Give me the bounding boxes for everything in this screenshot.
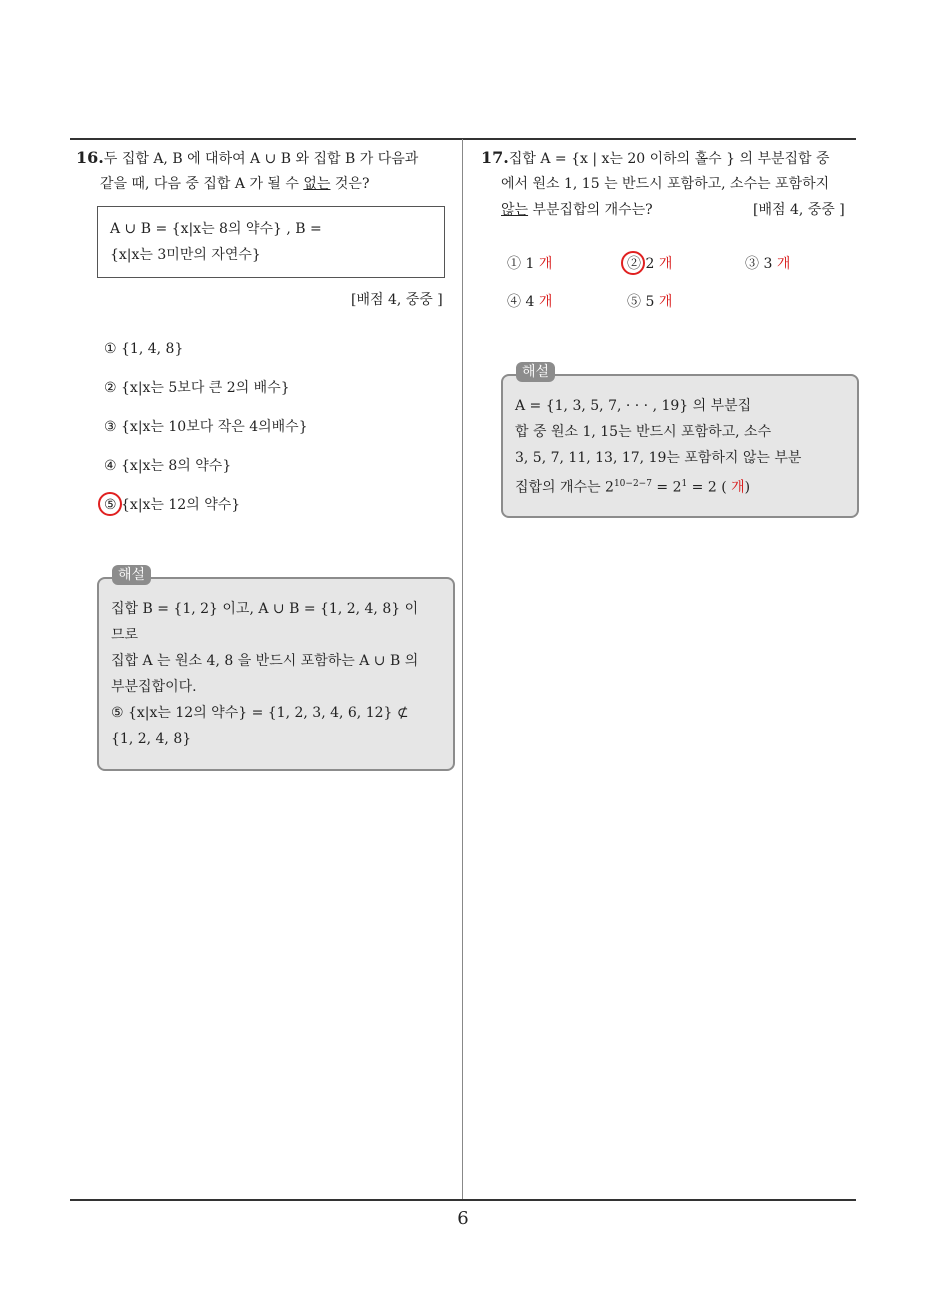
q17-number: 17. (481, 148, 509, 167)
bottom-rule (70, 1199, 856, 1201)
choice-text: {x|x는 8의 약수} (121, 458, 232, 474)
q16-sol-line1: 집합 B = {1, 2} 이고, A ∪ B = {1, 2, 4, 8} 이 (111, 601, 419, 617)
choice-unit: 개 (776, 256, 791, 272)
column-divider (462, 139, 463, 1200)
q16-stem-line2 (100, 174, 369, 194)
choice-unit: 개 (658, 294, 673, 310)
q16-sol-line6: {1, 2, 4, 8} (111, 731, 192, 747)
q17-meta: [배점 4, 중중 ] (753, 202, 845, 218)
top-rule (70, 138, 856, 140)
q16-choice-4[interactable] (104, 456, 231, 476)
choice-unit: 개 (658, 256, 673, 272)
q16-stem-text1: 두 집합 A, B 에 대하여 A ∪ B 와 집합 B 가 다음과 (103, 151, 419, 167)
choice-text: {1, 4, 8} (121, 341, 184, 357)
choice-mark: ④ (507, 294, 521, 310)
answer-circle-mark (98, 492, 122, 516)
q16-box-line1: A ∪ B = {x|x는 8의 약수} , B = (110, 221, 322, 237)
q17-stem-text3b: 부분집합의 개수는? (528, 202, 653, 218)
q17-choice-1[interactable] (507, 254, 552, 274)
q17-sol-line2: 합 중 원소 1, 15는 반드시 포함하고, 소수 (515, 424, 772, 440)
choice-text: {x|x는 10보다 작은 4의배수} (121, 419, 308, 435)
choice-num: 1 (525, 256, 535, 272)
choice-mark: ③ (745, 256, 759, 272)
q16-sol-line5: ⑤ {x|x는 12의 약수} = {1, 2, 3, 4, 6, 12} ⊄ (111, 705, 409, 721)
choice-mark: ② (104, 380, 117, 396)
q16-choice-3[interactable] (104, 417, 308, 437)
choice-mark: ④ (104, 458, 117, 474)
q16-sol-line4: 부분집합이다. (111, 679, 197, 695)
choice-num: 5 (645, 294, 655, 310)
sol-text: = 2 ( (687, 479, 732, 496)
choice-mark: ① (507, 256, 521, 272)
q17-stem-underlined: 않는 (501, 202, 529, 218)
q16-stem-underlined: 없는 (303, 176, 331, 192)
choice-mark: ② (627, 256, 641, 272)
choice-text: {x|x는 12의 약수} (121, 497, 241, 513)
choice-unit: 개 (538, 294, 553, 310)
q16-choice-5[interactable] (104, 495, 240, 515)
page-number: 6 (457, 1208, 469, 1229)
choice-mark: ③ (104, 419, 117, 435)
choice-num: 3 (763, 256, 773, 272)
q16-choice-1[interactable] (104, 339, 183, 359)
q17-choice-5[interactable] (627, 292, 672, 312)
q17-sol-line4 (515, 474, 750, 498)
sol-text: ) (744, 479, 751, 496)
q17-sol-line1: A = {1, 3, 5, 7, · · · , 19} 의 부분집 (515, 398, 752, 414)
choice-num: 4 (525, 294, 535, 310)
q16-box-line2: {x|x는 3미만의 자연수} (110, 247, 261, 263)
choice-mark: ⑤ (627, 294, 641, 310)
q16-choice-2[interactable] (104, 378, 290, 398)
sol-unit: 개 (731, 479, 745, 496)
q16-solution-box (97, 577, 455, 771)
q17-choice-3[interactable] (745, 254, 790, 274)
q16-number: 16. (76, 148, 104, 167)
q16-sol-line3: 집합 A 는 원소 4, 8 을 반드시 포함하는 A ∪ B 의 (111, 653, 419, 669)
q17-choice-4[interactable] (507, 292, 552, 312)
q16-solution-tag: 해설 (112, 565, 151, 585)
q16-stem-text2b: 것은? (330, 176, 370, 192)
q17-solution-tag: 해설 (516, 362, 555, 382)
q17-stem-line1 (481, 148, 830, 169)
q17-solution-box (501, 374, 859, 518)
q16-stem-line1 (76, 148, 418, 169)
q16-meta: [배점 4, 중중 ] (351, 292, 443, 308)
q17-stem-text1: 집합 A = {x | x는 20 이하의 홀수 } 의 부분집합 중 (508, 151, 830, 167)
sol-exponent: 10−2−7 (613, 479, 652, 489)
q17-sol-line3: 3, 5, 7, 11, 13, 17, 19는 포함하지 않는 부분 (515, 450, 802, 466)
q16-sol-line2: 므로 (111, 627, 139, 643)
q17-stem-line3 (501, 200, 653, 220)
choice-text: {x|x는 5보다 큰 2의 배수} (121, 380, 290, 396)
choice-mark: ① (104, 341, 117, 357)
q16-stem-text2a: 같을 때, 다음 중 집합 A 가 될 수 (100, 176, 304, 192)
choice-num: 2 (645, 256, 655, 272)
sol-text: 집합의 개수는 2 (515, 479, 614, 496)
q17-stem-line2: 에서 원소 1, 15 는 반드시 포함하고, 소수는 포함하지 (501, 176, 830, 192)
sol-text: = 2 (651, 479, 682, 496)
choice-mark: ⑤ (104, 497, 117, 513)
q16-condition-box (97, 206, 445, 278)
sol-exponent: 1 (681, 479, 688, 489)
choice-unit: 개 (538, 256, 553, 272)
answer-circle-mark (621, 251, 645, 275)
